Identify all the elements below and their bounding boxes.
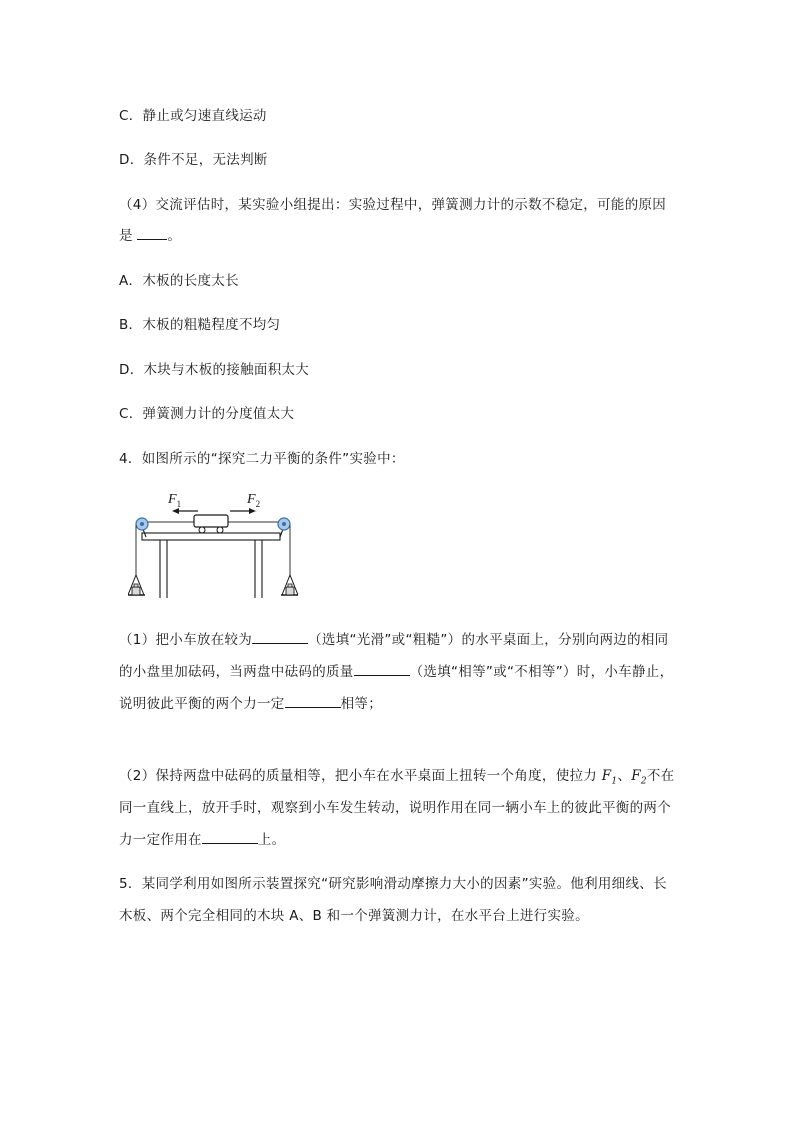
- q4-part2-text: 上。: [257, 832, 286, 848]
- q4-part1-line3: [119, 692, 382, 712]
- separator: 、: [617, 768, 632, 784]
- force-f1: $F_1$: [601, 768, 618, 787]
- q3-option-d: D．木块与木板的接触面积太大: [119, 362, 310, 378]
- q3-option-c: C．弹簧测力计的分度值太大: [119, 406, 295, 422]
- q3-option-a: A．木板的长度太长: [119, 273, 239, 289]
- cart-body: [194, 515, 228, 527]
- q4-part1-line1: [119, 628, 668, 648]
- pulley-right-axle: [282, 522, 286, 526]
- answer-blank[interactable]: [202, 833, 258, 844]
- q4-title: 4．如图所示的“探究二力平衡的条件”实验中：: [119, 451, 405, 467]
- balance-experiment-figure: [128, 485, 298, 607]
- balance-figure-svg: [128, 485, 298, 603]
- q4-part1-text: 说明彼此平衡的两个力一定: [119, 696, 285, 712]
- q4-part1-text: （选填“光滑”或“粗糙”）的水平桌面上，分别向两边的相同: [308, 632, 669, 648]
- pulley-left-axle: [140, 522, 144, 526]
- q4-part1-text: 的小盘里加砝码，当两盘中砝码的质量: [119, 664, 354, 680]
- answer-blank[interactable]: [354, 665, 410, 676]
- q4-part1-text: （选填“相等”或“不相等”）时，小车静止，: [409, 664, 674, 680]
- q3-part4-line1: （4）交流评估时，某实验小组提出：实验过程中，弹簧测力计的示数不稳定，可能的原因: [119, 197, 667, 213]
- q5-line2: 木板、两个完全相同的木块 A、B 和一个弹簧测力计，在水平台上进行实验。: [119, 908, 589, 924]
- answer-blank[interactable]: [252, 633, 308, 644]
- cart-wheel-left: [199, 527, 205, 533]
- option-d-insufficient: D．条件不足，无法判断: [119, 152, 268, 168]
- q5-line1: 5．某同学利用如图所示装置探究“研究影响滑动摩擦力大小的因素”实验。他利用细线、长: [119, 876, 667, 892]
- f2-label: $F_2$: [247, 492, 261, 509]
- table-top: [142, 533, 280, 540]
- q4-part1-line2: [119, 660, 673, 680]
- q3-part4-suffix: 。: [167, 228, 182, 244]
- q4-part1-text: （1）把小车放在较为: [119, 632, 253, 648]
- weight-left: [132, 587, 140, 595]
- q4-part1-text: 相等；: [340, 696, 383, 712]
- answer-blank[interactable]: [137, 229, 167, 240]
- f1-label: $F_1$: [168, 492, 182, 509]
- cart-wheel-right: [217, 527, 223, 533]
- q3-option-b: B．木板的粗糙程度不均匀: [119, 317, 281, 333]
- q4-part2-text: 力一定作用在: [119, 832, 202, 848]
- q4-part2-line3: [119, 828, 285, 848]
- f1-arrowhead: [172, 508, 179, 514]
- q3-part4-prefix: 是: [119, 228, 138, 244]
- weight-right: [286, 587, 294, 595]
- answer-blank[interactable]: [285, 697, 341, 708]
- weight-left-knob: [134, 584, 138, 587]
- force-f2: $F_2$: [631, 768, 647, 787]
- q4-part2-text: （2）保持两盘中砝码的质量相等，把小车在水平桌面上扭转一个角度，使拉力: [119, 768, 602, 784]
- q4-part2-line1: [119, 764, 675, 787]
- q3-part4-line2: [119, 224, 181, 244]
- option-c-static-or-uniform: C．静止或匀速直线运动: [119, 108, 267, 124]
- weight-right-knob: [288, 584, 292, 587]
- q4-part2-line2: 同一直线上，放开手时，观察到小车发生转动，说明作用在同一辆小车上的彼此平衡的两个: [119, 800, 671, 816]
- q4-part2-text: 不在: [646, 768, 675, 784]
